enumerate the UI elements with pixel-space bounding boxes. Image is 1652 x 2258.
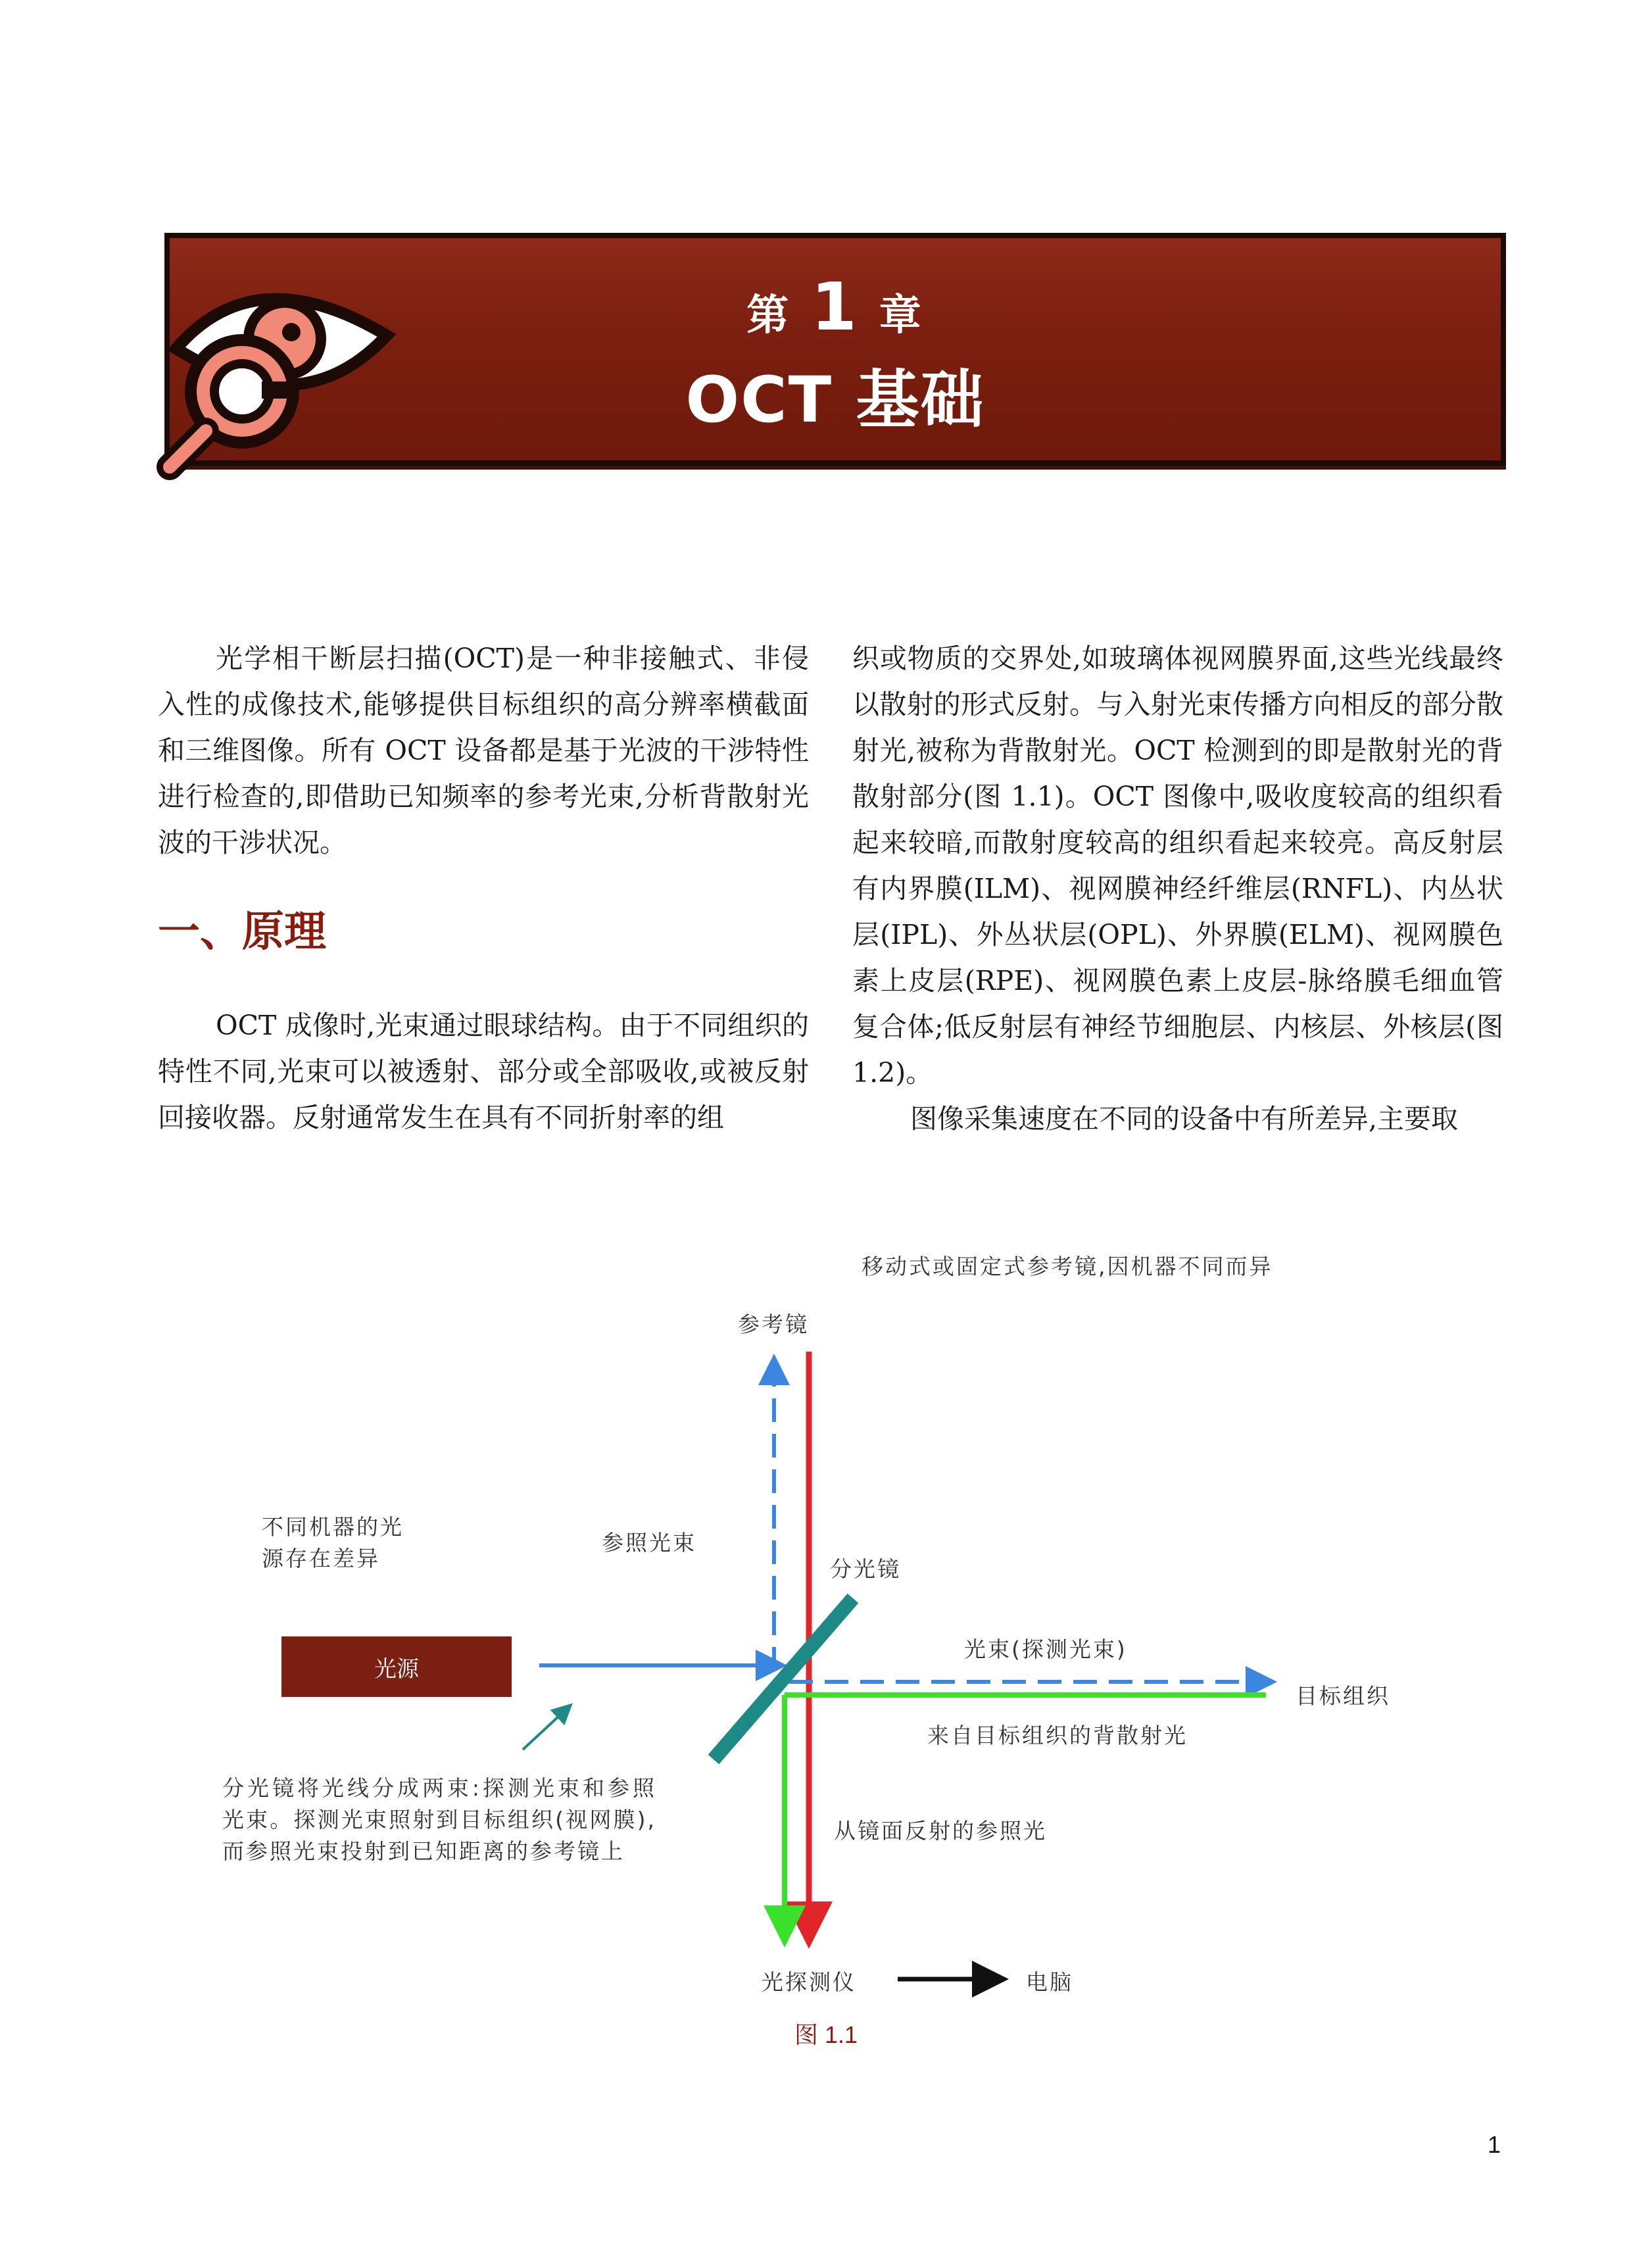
source-difference-label: 不同机器的光源存在差异 <box>262 1514 404 1571</box>
splitter-note: 分光镜将光线分成两束:探测光束和参照光束。探测光束照射到目标组织(视网膜),而参照光束投射到已知距离的参考镜上 <box>222 1775 656 1864</box>
target-tissue-label: 目标组织 <box>1296 1683 1390 1709</box>
section-heading: 一、原理 <box>158 907 326 956</box>
intro-paragraph: 光学相干断层扫描(OCT)是一种非接触式、非侵入性的成像技术,能够提供目标组织的高分辨率横截面和三维图像。所有 OCT 设备都是基于光波的干涉特性进行检查的,即借助已知频率的参考光束,分析背散射光波的干涉状况。 <box>158 643 809 858</box>
page-number: 1 <box>1488 2131 1501 2158</box>
detector-label: 光探测仪 <box>762 1969 856 1995</box>
computer-label: 电脑 <box>1026 1969 1073 1995</box>
acquisition-paragraph: 图像采集速度在不同的设备中有所差异,主要取 <box>910 1103 1459 1135</box>
reference-mirror-label: 参考镜 <box>738 1312 809 1337</box>
probe-beam-label: 光束(探测光束) <box>964 1636 1127 1662</box>
reflected-reference-label: 从镜面反射的参照光 <box>834 1818 1047 1844</box>
reference-mirror-note: 移动式或固定式参考镜,因机器不同而异 <box>862 1254 1273 1279</box>
figure-caption: 图 1.1 <box>794 2021 858 2048</box>
beam-splitter-label: 分光镜 <box>830 1556 901 1582</box>
chapter-title: OCT 基础 <box>685 363 985 437</box>
principle-paragraph-continued: 织或物质的交界处,如玻璃体视网膜界面,这些光线最终以散射的形式反射。与入射光束传播方向相反的部分散射光,被称为背散射光。OCT 检测到的即是散射光的背散射部分(图 1.1)。OCT 图像中,吸收度较高的组织看起来较暗,而散射度较高的组织看起来较亮。高反射层有内界膜(ILM)、视网膜神经纤维层(RNFL)、内丛状层(IPL)、外丛状层(OPL)、外界膜(ELM)、视网膜色素上皮层(RPE)、视网膜色素上皮层-脉络膜毛细血管复合体;低反射层有神经节细胞层、内核层、外核层(图 1.2)。 <box>852 643 1503 1089</box>
reference-beam-label: 参照光束 <box>602 1530 696 1556</box>
light-source-box: 光源 <box>281 1636 512 1697</box>
principle-paragraph: OCT 成像时,光束通过眼球结构。由于不同组织的特性不同,光束可以被透射、部分或全部吸收,或被反射回接收器。反射通常发生在具有不同折射率的组 <box>158 1010 809 1133</box>
splitter-note-pointer <box>523 1707 569 1750</box>
backscatter-label: 来自目标组织的背散射光 <box>927 1723 1188 1748</box>
chapter-number: 1 <box>811 268 860 345</box>
chapter-suffix: 章 <box>879 291 924 340</box>
chapter-prefix: 第 <box>746 291 792 340</box>
